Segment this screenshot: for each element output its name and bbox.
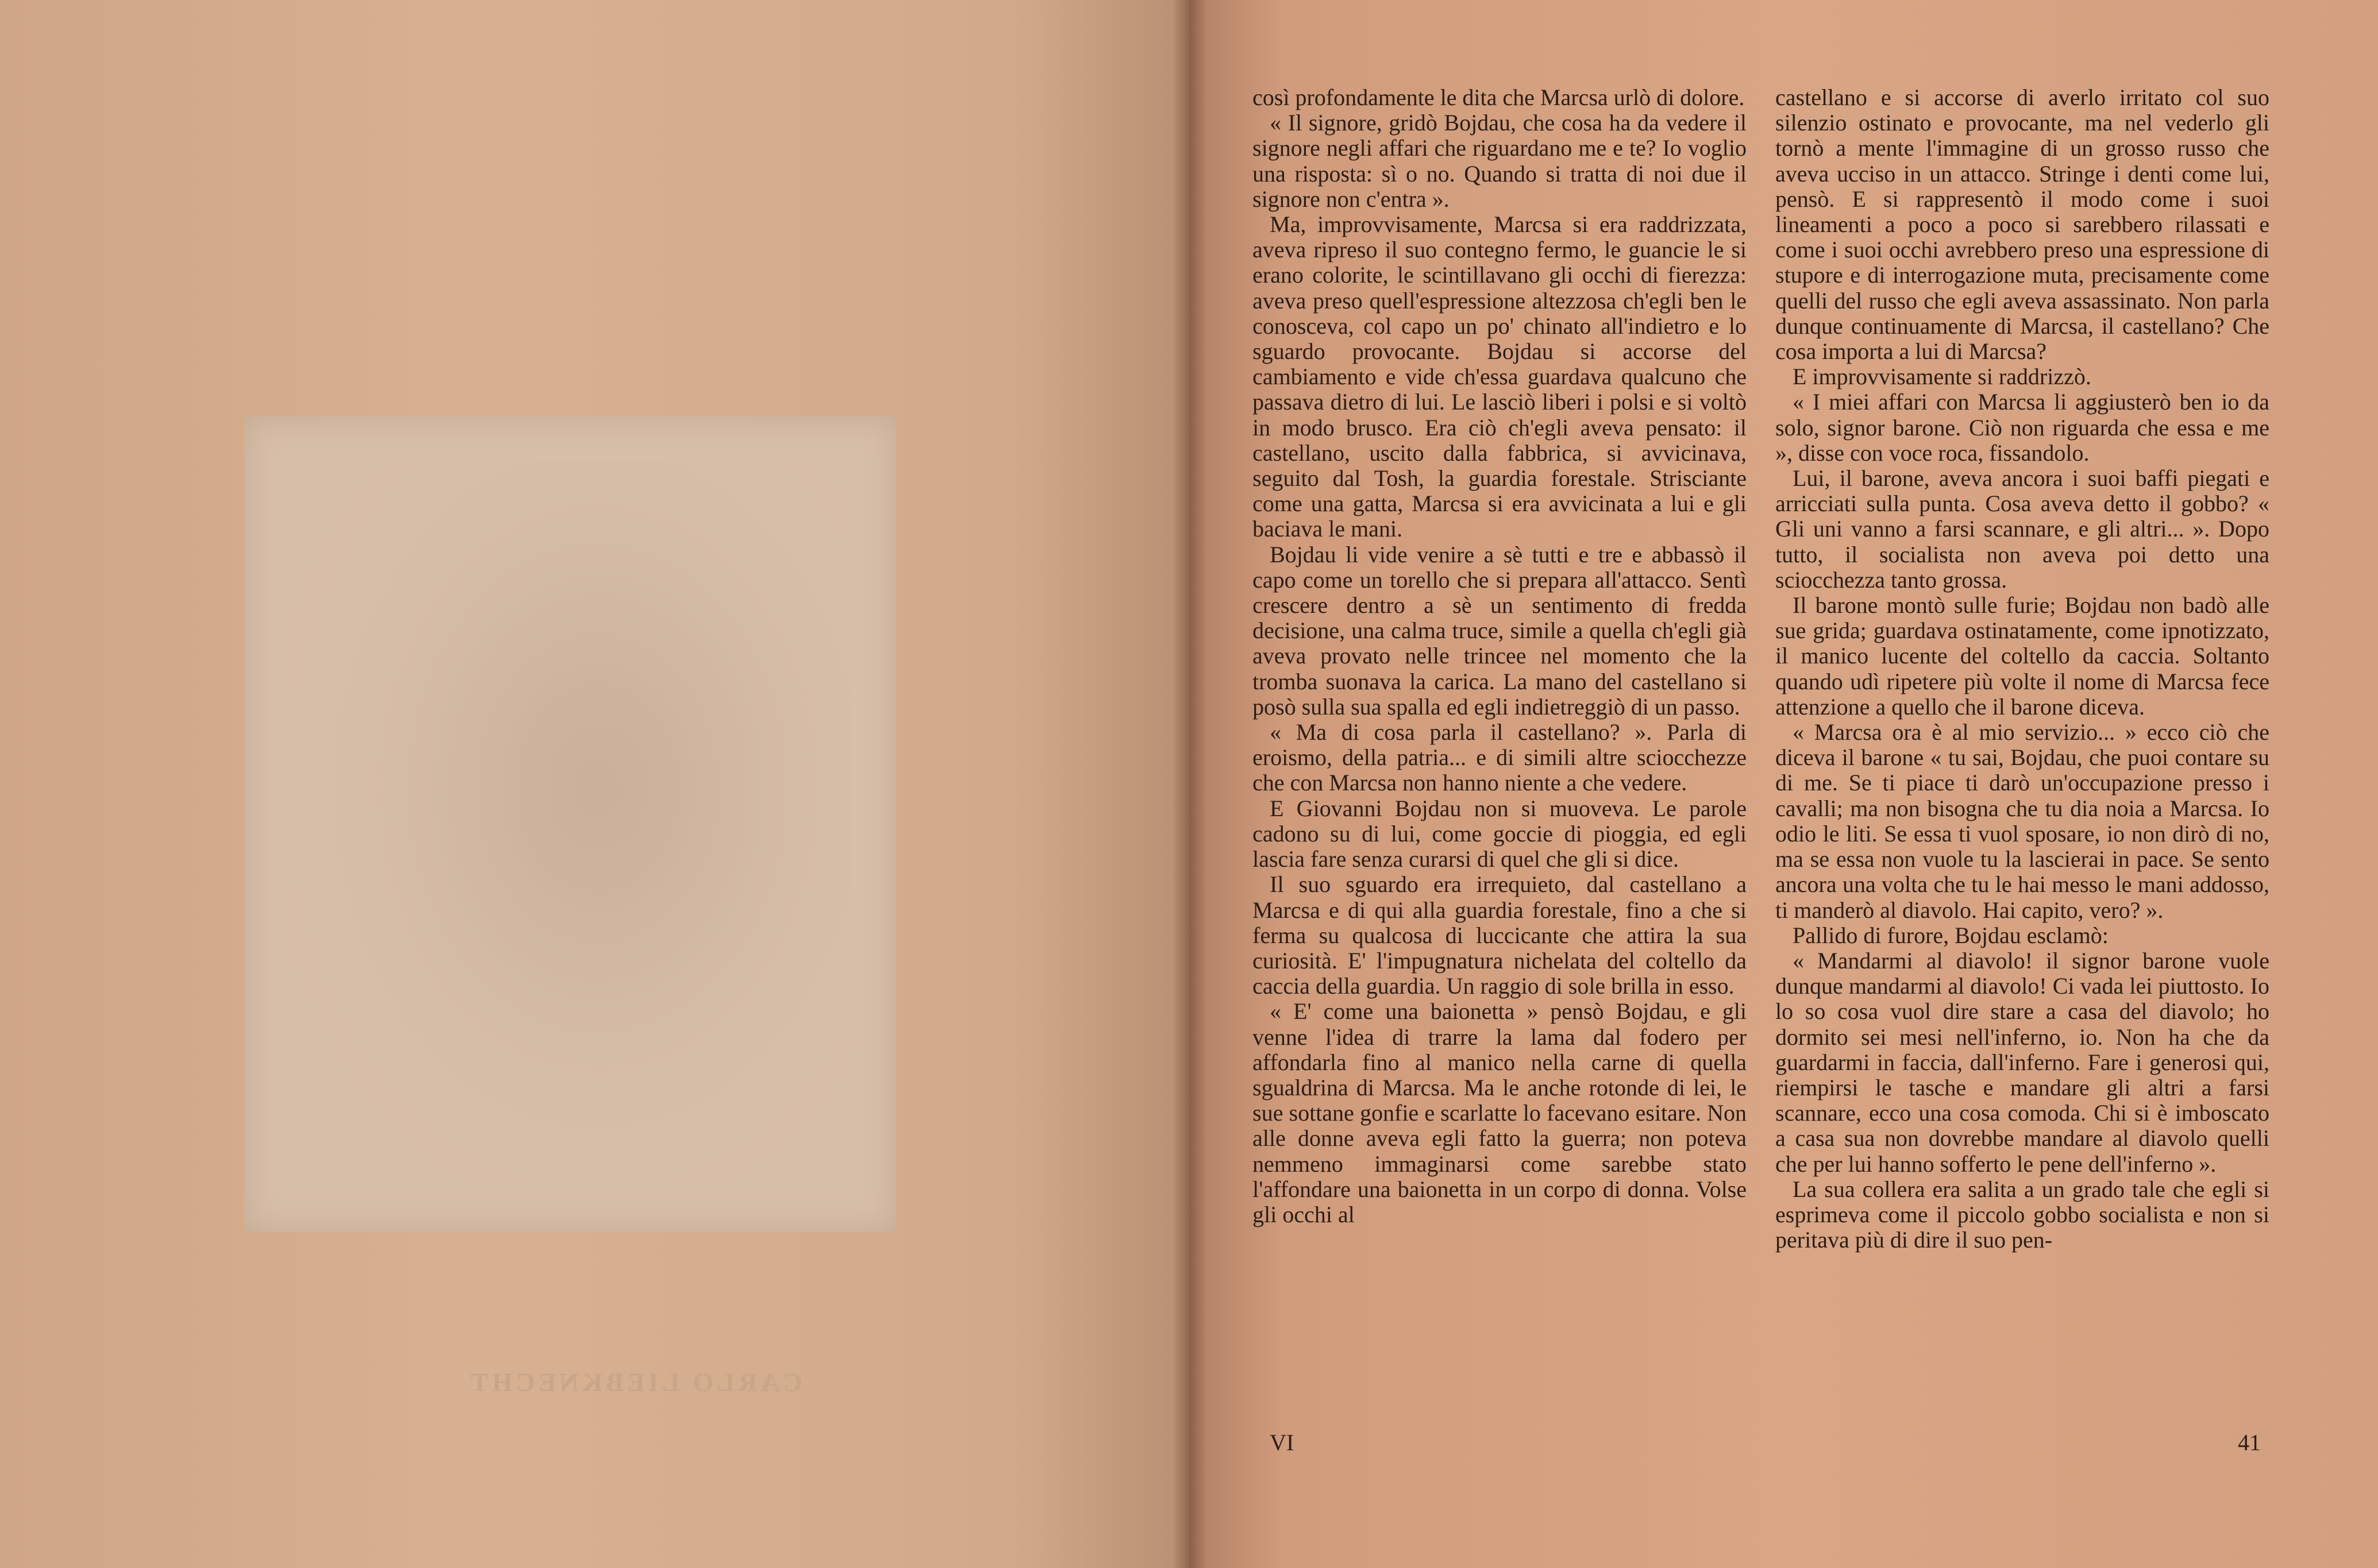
paragraph: « Mandarmi al diavolo! il signor barone vuole dunque mandarmi al diavolo! Ci vada lei piuttosto. Io lo so cosa vuol dire stare a casa del diavolo; ho dormito sei mesi nell'inferno, io. Non ha che da guardarmi in faccia, dall'inferno. Fare i generosi qui, riempirsi le tasche e mandare gli altri a farsi scannare, ecco una cosa comoda. Chi si è imboscato a casa sua non dovrebbe mandare al diavolo quelli che per lui hanno sofferto le pene dell'inferno ». (1775, 947, 2269, 1177)
paragraph: Lui, il barone, aveva ancora i suoi baffi piegati e arricciati sulla punta. Cosa aveva detto il gobbo? « Gli uni vanno a farsi scannare, e gli altri... ». Dopo tutto, il socialista non aveva poi detto una sciocchezza tanto grossa. (1775, 465, 2269, 593)
paragraph: castellano e si accorse di averlo irritato col suo silenzio ostinato e provocante, ma nel vederlo gli tornò a mente l'immagine di un grosso russo che aveva ucciso in un attacco. Stringe i denti come lui, pensò. E si rappresentò il modo come i suoi lineamenti a poco a poco si sarebbero rilassati e come i suoi occhi avrebbero preso una espressione di stupore e di interrogazione muta, precisamente come quelli del russo che egli aveva assassinato. Non parla dunque continuamente di Marcsa, il castellano? Che cosa importa a lui di Marcsa? (1775, 84, 2269, 365)
portrait-plate (244, 416, 896, 1232)
paragraph: Bojdau li vide venire a sè tutti e tre e abbassò il capo come un torello che si prepara all'attacco. Sentì crescere dentro a sè un sentimento di fredda decisione, una calma truce, simile a quella ch'egli già aveva provato nelle trincee nel momento che la tromba suonava la carica. La mano del castellano si posò sulla sua spalla ed egli indietreggiò di un passo. (1252, 541, 1747, 720)
paragraph: « Marcsa ora è al mio servizio... » ecco ciò che diceva il barone « tu sai, Bojdau, che puoi contare su di me. Se ti piace ti darò un'occupazione presso i cavalli; ma non bisogna che tu dia noia a Marcsa. Io odio le liti. Se essa ti vuol sposare, io non dirò di no, ma se essa non vuole tu la lascierai in pace. Se sento ancora una volta che tu le hai messo le mani addosso, ti manderò al diavolo. Hai capito, vero? ». (1775, 719, 2269, 923)
plate-caption: CARLO LIEBKNECHT (467, 1368, 803, 1397)
paragraph: E improvvisamente si raddrizzò. (1793, 364, 2091, 390)
paragraph: « Il signore, gridò Bojdau, che cosa ha da vedere il signore negli affari che riguardano me e te? Io voglio una risposta: sì o no. Quando si tratta di noi due il signore non c'entra ». (1252, 110, 1747, 212)
paragraph: « Ma di cosa parla il castellano? ». Parla di eroismo, della patria... e di simili altre sciocchezze che con Marcsa non hanno niente a che vedere. (1252, 719, 1747, 796)
text-column-right (1775, 85, 2269, 1253)
paragraph: « E' come una baionetta » pensò Bojdau, e gli venne l'idea di trarre la lama dal fodero per affondarla fino al manico nella carne di quella sgualdrina di Marcsa. Ma le anche rotonde di lei, le sue sottane gonfie e scarlatte lo facevano esitare. Non alle donne aveva egli fatto la guerra; non poteva nemmeno immaginarsi come sarebbe stato l'affondare una baionetta in un corpo di donna. Volse gli occhi al (1252, 998, 1747, 1227)
paragraph: così profondamente le dita che Marcsa urlò di dolore. (1252, 84, 1745, 110)
text-column-left (1252, 85, 1747, 1227)
folio-roman: VI (1270, 1430, 1294, 1455)
paragraph: « I miei affari con Marcsa li aggiusterò ben io da solo, signor barone. Ciò non riguarda che essa e me », disse con voce roca, fissandolo. (1775, 389, 2269, 466)
book-gutter (1172, 0, 1207, 1568)
paragraph: Il barone montò sulle furie; Bojdau non badò alle sue grida; guardava ostinatamente, come ipnotizzato, il manico lucente del coltello da caccia. Soltanto quando udì ripetere più volte il nome di Marcsa fece attenzione a quello che il barone diceva. (1775, 592, 2269, 720)
page-number: 41 (2238, 1430, 2261, 1455)
paragraph: Ma, improvvisamente, Marcsa si era raddrizzata, aveva ripreso il suo contegno fermo, le guancie le si erano colorite, le scintillavano gli occhi di fierezza: aveva preso quell'espressione altezzosa ch'egli ben le conosceva, col capo un po' chinato all'indietro e lo sguardo provocante. Bojdau si accorse del cambiamento e vide ch'essa guardava qualcuno che passava dietro di lui. Le lasciò liberi i polsi e si voltò in modo brusco. Era ciò ch'egli aveva pensato: il castellano, uscito dalla fabbrica, si avvicinava, seguito dal Tosh, la guardia forestale. Strisciante come una gatta, Marcsa si era avvicinata a lui e gli baciava le mani. (1252, 211, 1747, 542)
paragraph: E Giovanni Bojdau non si muoveva. Le parole cadono su di lui, come goccie di pioggia, ed egli lascia fare senza curarsi di quel che gli si dice. (1252, 795, 1747, 872)
paragraph: Il suo sguardo era irrequieto, dal castellano a Marcsa e di qui alla guardia forestale, fino a che si ferma su qualcosa di luccicante che attira la sua curiosità. E' l'impugnatura nichelata del coltello da caccia della guardia. Un raggio di sole brilla in esso. (1252, 871, 1747, 999)
paragraph: La sua collera era salita a un grado tale che egli si esprimeva come il piccolo gobbo socialista e non si peritava più di dire il suo pen- (1775, 1176, 2269, 1253)
paragraph: Pallido di furore, Bojdau esclamò: (1793, 922, 2109, 948)
faded-portrait-image (290, 462, 850, 1186)
